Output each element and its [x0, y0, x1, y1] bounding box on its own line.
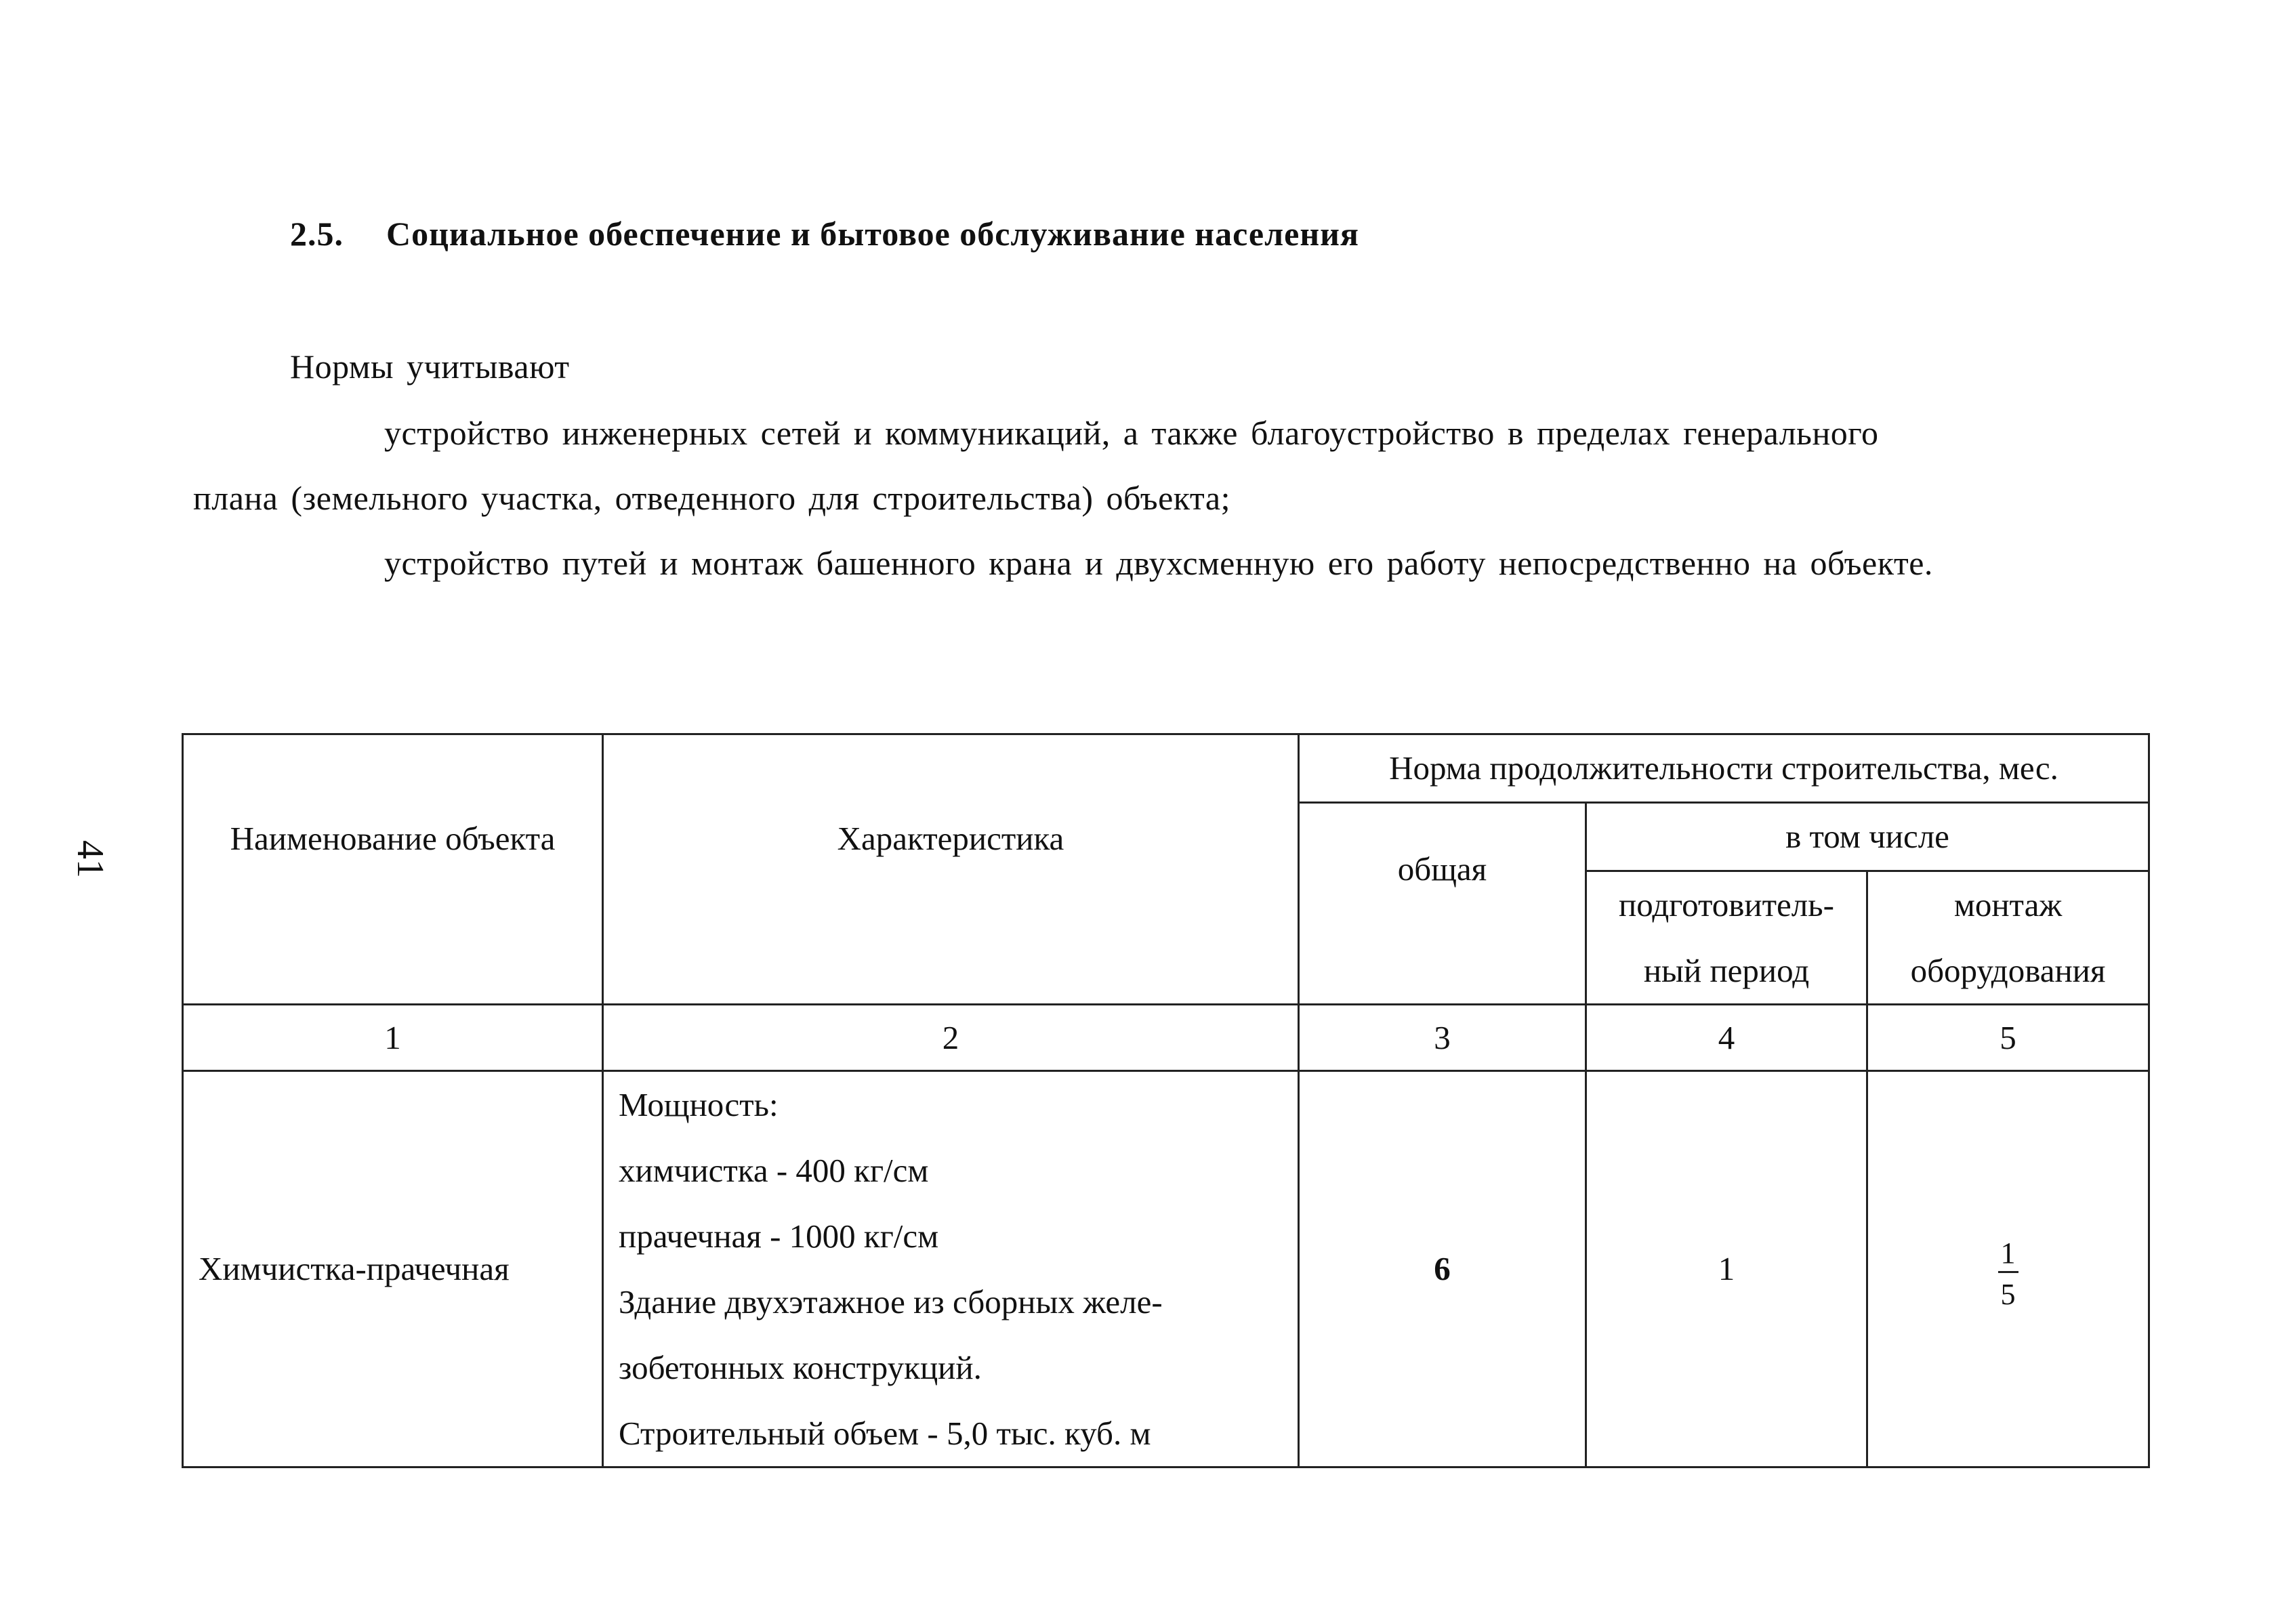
installation-fraction: $\frac{1}{5}$ [1998, 1238, 2018, 1310]
paragraph-line-3: устройство путей и монтаж башенного крана и двухсменную его работу непосредственно на объекте. [384, 544, 1933, 582]
column-number-row [183, 1005, 2149, 1071]
installation-cell [1867, 1071, 2149, 1467]
header-total: общая [1299, 803, 1586, 1005]
total-duration-cell: 6 [1299, 1071, 1586, 1467]
section-title: Социальное обеспечение и бытовое обслуживание населения [386, 215, 1359, 253]
table-row [183, 1071, 2149, 1467]
preparatory-period-cell: 1 [1586, 1071, 1867, 1467]
object-name-cell: Химчистка-прачечная [183, 1071, 603, 1467]
characteristic-line: химчистка - 400 кг/см [619, 1152, 929, 1189]
characteristic-line: зобетонных конструкций. [619, 1349, 982, 1386]
header-including: в том числе [1586, 803, 2149, 871]
table-header-row [183, 734, 2149, 803]
page-number: 41 [69, 840, 111, 878]
column-number: 5 [1867, 1005, 2149, 1071]
column-number: 1 [183, 1005, 603, 1071]
header-norm-duration: Норма продолжительности строительства, мес. [1299, 734, 2149, 803]
column-number: 2 [603, 1005, 1299, 1071]
header-object-name: Наименование объекта [183, 734, 603, 1005]
paragraph-line-2: плана (земельного участка, отведенного для строительства) объекта; [193, 479, 1230, 517]
section-number: 2.5. [290, 215, 344, 253]
section-heading [290, 214, 1359, 253]
characteristic-line: Здание двухэтажное из сборных желе- [619, 1283, 1163, 1320]
characteristic-line: прачечная - 1000 кг/см [619, 1217, 939, 1255]
intro-text: Нормы учитывают [290, 348, 570, 386]
column-number: 3 [1299, 1005, 1586, 1071]
paragraph-line-1: устройство инженерных сетей и коммуникаций, а также благоустройство в пределах генерального [384, 414, 1879, 452]
header-installation: монтаж оборудования [1867, 871, 2149, 1005]
characteristic-cell [603, 1071, 1299, 1467]
header-preparatory: подготовитель- ный период [1586, 871, 1867, 1005]
norms-table [182, 733, 2150, 1468]
column-number: 4 [1586, 1005, 1867, 1071]
header-characteristic: Характеристика [603, 734, 1299, 1005]
characteristic-line: Строительный объем - 5,0 тыс. куб. м [619, 1415, 1151, 1452]
characteristic-line: Мощность: [619, 1086, 779, 1123]
